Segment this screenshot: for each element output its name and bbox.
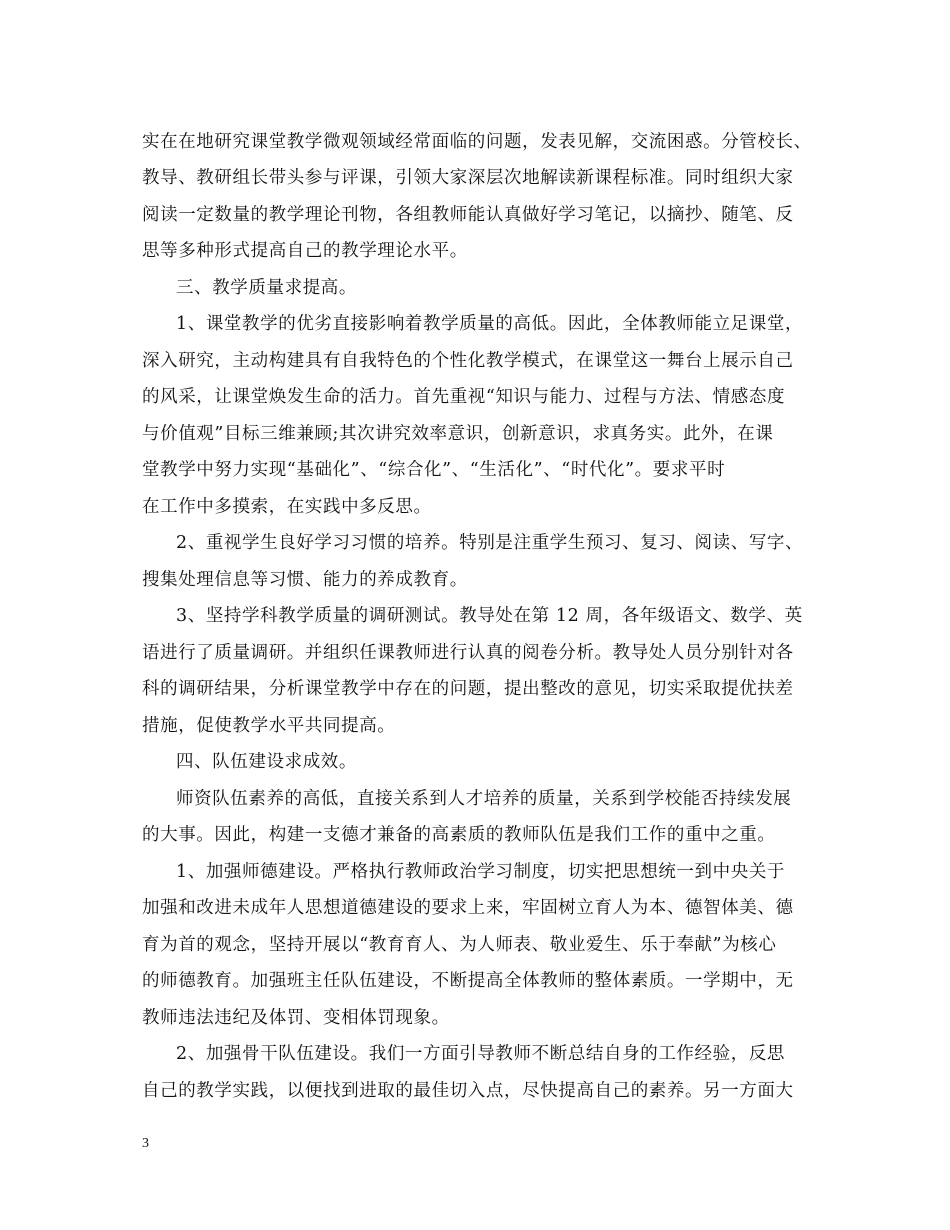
text-line: 在工作中多摸索，在实践中多反思。 (142, 497, 432, 517)
text-line: 实在在地研究课堂教学微观领域经常面临的问题，发表见解，交流困惑。分管校长、 (142, 132, 812, 152)
text-line: 科的调研结果，分析课堂教学中存在的问题，提出整改的意见，切实采取提优扶差 (142, 679, 794, 699)
text-line: 的风采，让课堂焕发生命的活力。首先重视“知识与能力、过程与方法、情感态度 (142, 387, 786, 407)
text-line: 师资队伍素养的高低，直接关系到人才培养的质量，关系到学校能否持续发展 (176, 789, 792, 809)
text-line: 2、重视学生良好学习习惯的培养。特别是注重学生预习、复习、阅读、写字、 (176, 533, 804, 553)
text-line: 措施，促使教学水平共同提高。 (142, 716, 396, 736)
text-line: 育为首的观念，坚持开展以“教育育人、为人师表、敬业爱生、乐于奉献”为核心 (142, 935, 777, 955)
section-heading: 三、教学质量求提高。 (176, 278, 357, 298)
text-line: 阅读一定数量的教学理论刊物，各组教师能认真做好学习笔记，以摘抄、随笔、反 (142, 205, 794, 225)
text-line: 语进行了质量调研。并组织任课教师进行认真的阅卷分析。教导处人员分别针对各 (142, 643, 794, 663)
text-line: 1、课堂教学的优劣直接影响着教学质量的高低。因此，全体教师能立足课堂， (176, 314, 804, 334)
text-line: 深入研究，主动构建具有自我特色的个性化教学模式，在课堂这一舞台上展示自己 (142, 351, 794, 371)
text-line: 加强和改进未成年人思想道德建设的要求上来，牢固树立育人为本、德智体美、德 (142, 898, 794, 918)
page-number: 3 (142, 1136, 149, 1151)
text-line: 1、加强师德建设。严格执行教师政治学习制度，切实把思想统一到中央关于 (176, 862, 786, 882)
text-line: 的师德教育。加强班主任队伍建设，不断提高全体教师的整体素质。一学期中，无 (142, 971, 794, 991)
text-line: 自己的教学实践，以便找到进取的最佳切入点，尽快提高自己的素养。另一方面大 (142, 1081, 794, 1101)
text-line: 3、坚持学科教学质量的调研测试。教导处在第 12 周，各年级语文、数学、英 (176, 606, 803, 626)
text-line: 与价值观”目标三维兼顾;其次讲究效率意识，创新意识，求真务实。此外，在课 (142, 424, 774, 444)
section-heading: 四、队伍建设求成效。 (176, 752, 357, 772)
text-line: 教导、教研组长带头参与评课，引领大家深层次地解读新课程标准。同时组织大家 (142, 168, 794, 188)
text-line: 堂教学中努力实现“基础化”、“综合化”、“生活化”、“时代化”。要求平时 (142, 460, 726, 480)
text-line: 2、加强骨干队伍建设。我们一方面引导教师不断总结自身的工作经验，反思 (176, 1044, 786, 1064)
text-line: 的大事。因此，构建一支德才兼备的高素质的教师队伍是我们工作的重中之重。 (142, 825, 776, 845)
text-line: 思等多种形式提高自己的教学理论水平。 (142, 241, 468, 261)
text-line: 教师违法违纪及体罚、变相体罚现象。 (142, 1008, 450, 1028)
text-line: 搜集处理信息等习惯、能力的养成教育。 (142, 570, 468, 590)
